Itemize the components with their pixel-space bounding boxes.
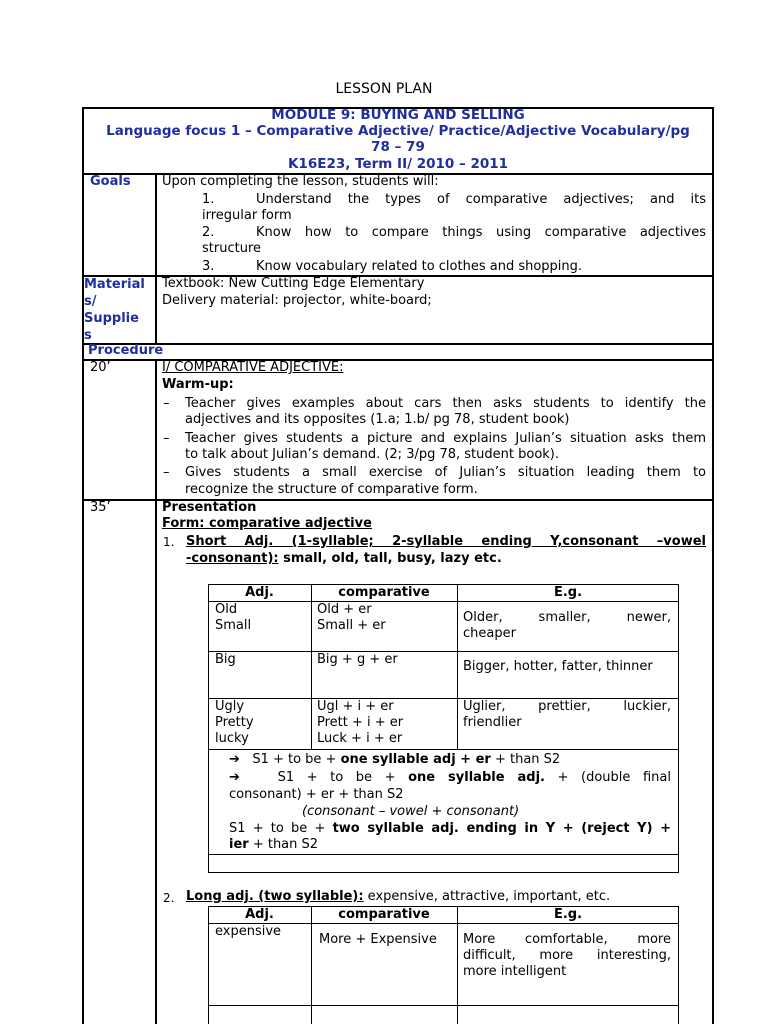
table-line [311,906,312,1024]
form-heading: Form: comparative adjective [162,516,372,531]
page-range: 78 – 79 [371,139,425,155]
goal-item: Understand the types of comparative adjectives; and its [256,192,706,207]
goal-number: 3. [202,259,215,274]
rule-one-syllable: ➔ S1 + to be + one syllable adj + er + than S2 [229,752,561,767]
long-adj-heading: Long adj. (two syllable): expensive, attractive, important, etc. [186,889,611,904]
table-cell: Bigger, hotter, fatter, thinner [463,659,653,674]
time-20: 20’ [90,360,111,375]
warmup-bullet-cont: to talk about Julian’s demand. (2; 3/pg 78, student book). [185,447,560,462]
rule-double-consonant-cont: consonant) + er + than S2 [229,787,404,802]
item-number: 2. [163,891,175,905]
table-line [208,601,679,602]
col-header-eg: E.g. [553,585,583,600]
table-cell: Old + er Small + er [317,602,386,633]
materials-textbook: Textbook: New Cutting Edge Elementary [162,276,425,291]
arrow-icon: ➔ [229,770,240,785]
table-line [208,1005,679,1006]
bullet-dash: – [163,396,170,411]
col-header-adj: Adj. [245,585,274,600]
module-title: MODULE 9: BUYING AND SELLING [271,107,525,123]
materials-delivery: Delivery material: projector, white-board; [162,293,432,308]
col-header-adj: Adj. [245,907,274,922]
arrow-icon: ➔ [229,752,240,767]
goal-item-cont: structure [202,241,261,256]
table-cell: Old Small [215,602,252,633]
table-line [457,584,458,749]
row-divider [82,343,714,345]
table-cell: Big [215,652,236,667]
table-line [208,854,679,855]
section-heading: I/ COMPARATIVE ADJECTIVE: [162,360,344,375]
table-line [208,749,679,750]
goal-item: Know how to compare things using comparative adjectives [256,225,706,240]
goals-intro: Upon completing the lesson, students will: [162,174,439,189]
table-cell: expensive [215,924,282,939]
table-cell: More comfortable, more difficult, more interesting, more intelligent [463,932,671,979]
table-cell: Ugly Pretty lucky [215,699,254,746]
col-header-eg: E.g. [553,907,583,922]
rule-note: (consonant – vowel + consonant) [302,804,520,819]
materials-label: Material s/ Supplie s [84,277,145,343]
col-header-comparative: comparative [338,585,430,600]
rule-ending-y: S1 + to be + two syllable adj. ending in Y + (reject Y) + [229,821,671,836]
goal-number: 2. [202,225,215,240]
table-cell: Ugl + i + er Prett + i + er Luck + i + er [317,699,404,746]
short-adj-cont: -consonant): small, old, tall, busy, lazy etc. [186,551,502,566]
presentation-label: Presentation [162,500,257,515]
goal-number: 1. [202,192,215,207]
warmup-label: Warm-up: [162,377,234,392]
page-title: LESSON PLAN [335,81,433,97]
warmup-bullet: Teacher gives students a picture and explains Julian’s situation asks them [185,431,706,446]
procedure-label: Procedure [88,343,164,358]
bullet-dash: – [163,465,170,480]
language-focus-line: Language focus 1 – Comparative Adjective/ Practice/Adjective Vocabulary/pg [106,123,690,139]
column-divider [155,173,157,343]
short-adj-heading: Short Adj. (1-syllable; 2-syllable ending Y,consonant –vowel [186,534,706,549]
rule-ending-y-cont: ier + than S2 [229,837,319,852]
table-line [208,651,679,652]
goal-item-cont: irregular form [202,208,292,223]
rule-double-consonant: ➔ S1 + to be + one syllable adj. + (double final [229,770,671,785]
warmup-bullet: Teacher gives examples about cars then asks students to identify the [185,396,706,411]
class-term: K16E23, Term II/ 2010 – 2011 [287,156,509,172]
time-35: 35’ [90,500,111,515]
table-cell: Older, smaller, newer, cheaper [463,610,671,641]
col-header-comparative: comparative [338,907,430,922]
table-cell: More + Expensive [319,932,437,947]
table-line [311,584,312,749]
warmup-bullet-cont: recognize the structure of comparative form. [185,482,478,497]
warmup-bullet: Gives students a small exercise of Julian’s situation leading them to [185,465,706,480]
bullet-dash: – [163,431,170,446]
goal-item: Know vocabulary related to clothes and shopping. [256,259,583,274]
goals-label: Goals [90,174,131,189]
warmup-bullet-cont: adjectives and its opposites (1.a; 1.b/ pg 78, student book) [185,412,570,427]
column-divider [155,359,157,1024]
table-cell: Big + g + er [317,652,398,667]
table-cell: Uglier, prettier, luckier, friendlier [463,699,671,730]
table-line [457,906,458,1024]
item-number: 1. [163,535,175,549]
